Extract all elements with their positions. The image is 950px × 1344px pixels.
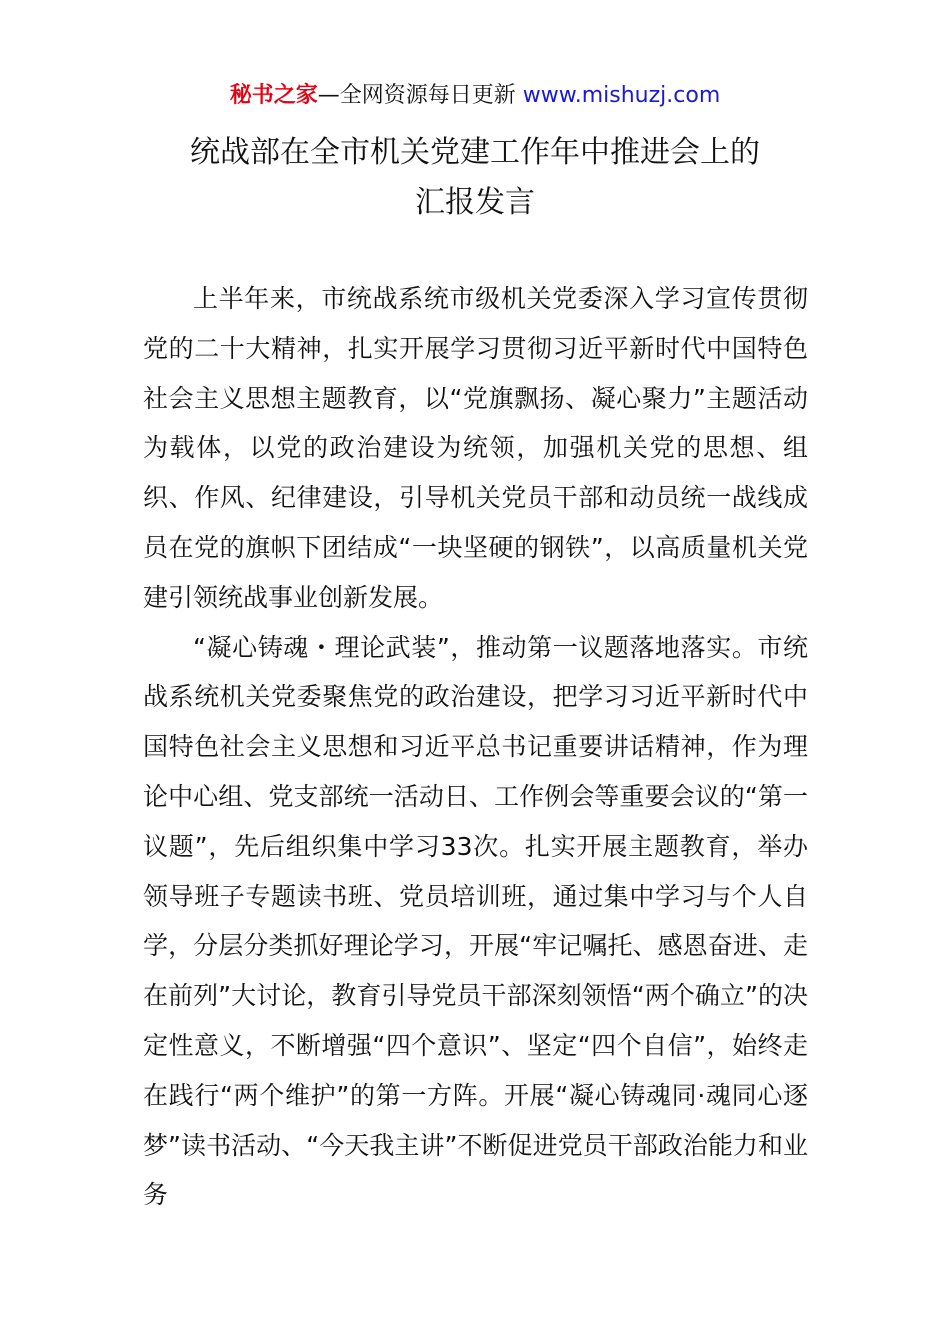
site-url-link[interactable]: www.mishuzj.com (522, 83, 721, 108)
paragraph-theory: “凝心铸魂・理论武装”，推动第一议题落地落实。市统战系统机关党委聚焦党的政治建设，把学习习近平新时代中国特色社会主义思想和习近平总书记重要讲话精神，作为理论中心组、党支部统一活动日、工作例会等重要会议的“第一议题”，先后组织集中学习33次。扎实开展主题教育，举办领导班子专题读书班、党员培训班，通过集中学习与个人自学，分层分类抓好理论学习，开展“牢记嘱托、感恩奋进、走在前列”大讨论，教育引导党员干部深刻领悟“两个确立”的决定性意义，不断增强“四个意识”、坚定“四个自信”，始终走在践行“两个维护”的第一方阵。开展“凝心铸魂同·魂同心逐梦”读书活动、“今天我主讲”不断促进党员干部政治能力和业务 (143, 632, 808, 1210)
document-title (0, 128, 950, 228)
document-body (143, 274, 808, 1220)
brand-name: 秘书之家 (229, 83, 318, 108)
site-header (0, 80, 950, 112)
title-line-1: 统战部在全市机关党建工作年中推进会上的 (190, 135, 760, 170)
site-tagline: —全网资源每日更新 (317, 83, 523, 108)
paragraph-intro: 上半年来，市统战系统市级机关党委深入学习宣传贯彻党的二十大精神，扎实开展学习贯彻习近平新时代中国特色社会主义思想主题教育，以“党旗飘扬、凝心聚力”主题活动为载体，以党的政治建设为统领，加强机关党的思想、组织、作风、纪律建设，引导机关党员干部和动员统一战线成员在党的旗帜下团结成“一块坚硬的钢铁”，以高质量机关党建引领统战事业创新发展。 (143, 284, 808, 612)
title-line-2: 汇报发言 (415, 185, 535, 220)
